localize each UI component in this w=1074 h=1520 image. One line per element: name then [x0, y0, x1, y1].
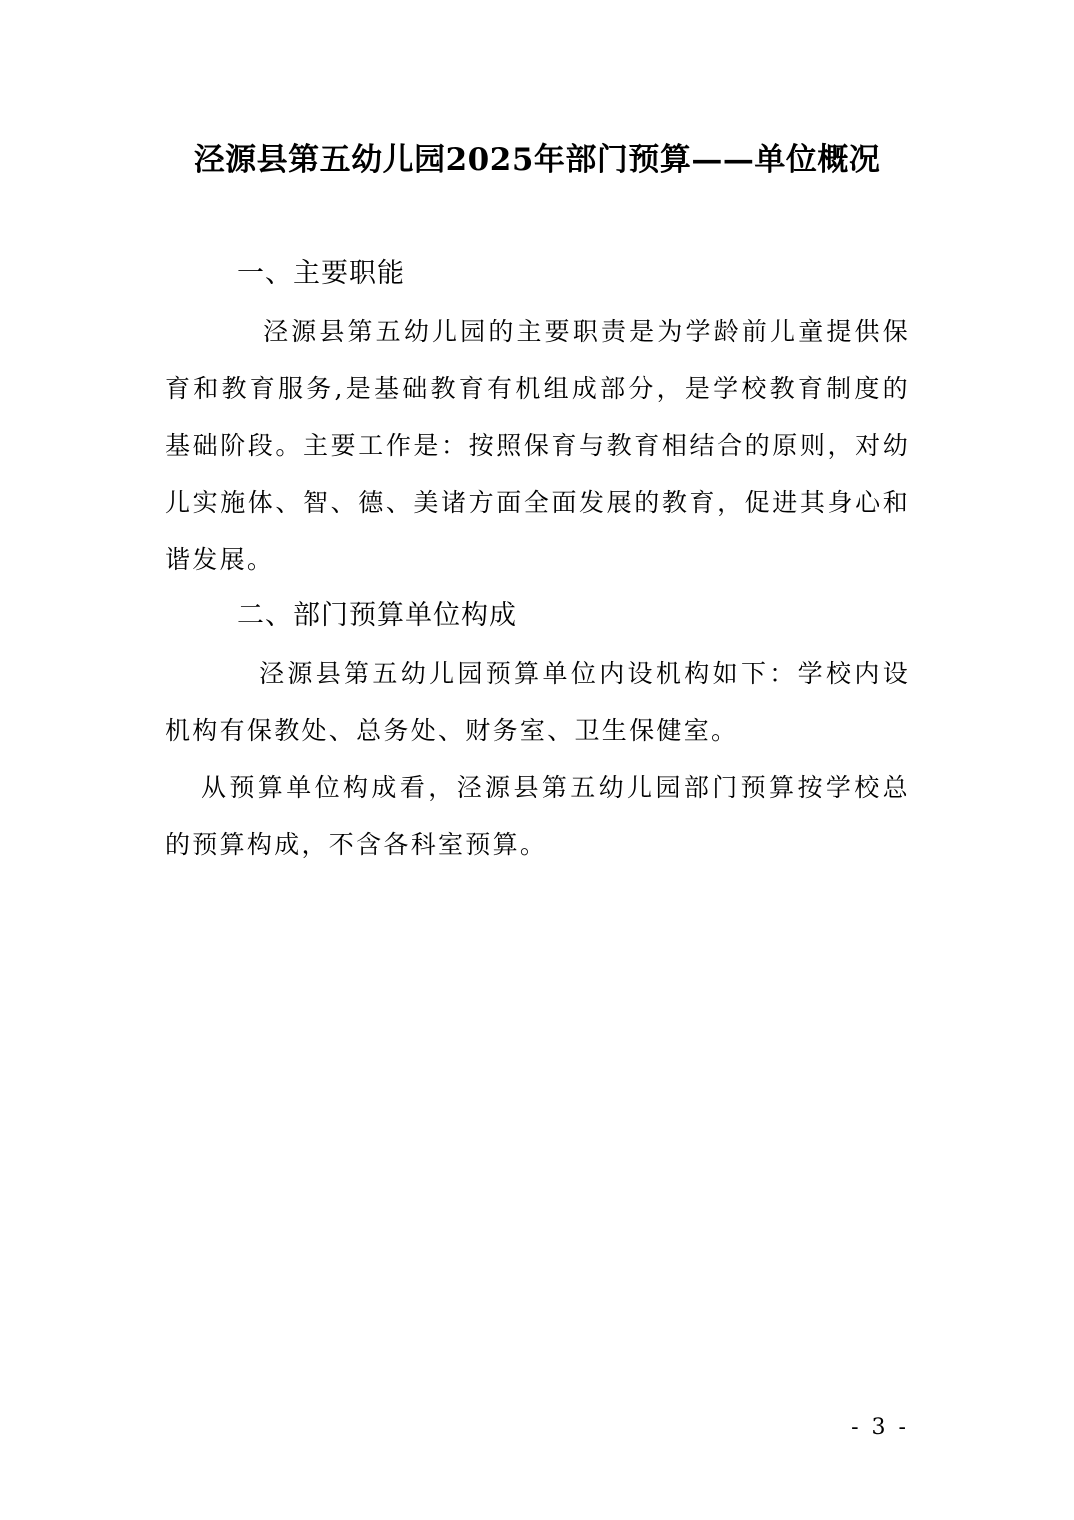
paragraph-internal-departments: 泾源县第五幼儿园预算单位内设机构如下：学校内设机构有保教处、总务处、财务室、卫生保健室。 [165, 659, 910, 745]
section-heading-main-functions: 一、主要职能 [237, 258, 405, 289]
section-budget-units [165, 594, 910, 873]
paragraph-main-functions: 泾源县第五幼儿园的主要职责是为学龄前儿童提供保育和教育服务,是基础教育有机组成部分，是学校教育制度的基础阶段。主要工作是：按照保育与教育相结合的原则，对幼儿实施体、智、德、美诸方面全面发展的教育，促进其身心和谐发展。 [165, 317, 910, 574]
section-heading-budget-units: 二、部门预算单位构成 [237, 600, 517, 631]
document-body [165, 252, 910, 873]
section-main-functions [165, 252, 910, 588]
document-title: 泾源县第五幼儿园2025年部门预算——单位概况 [193, 142, 881, 178]
paragraph-budget-composition: 从预算单位构成看，泾源县第五幼儿园部门预算按学校总的预算构成，不含各科室预算。 [165, 773, 910, 859]
page-number: - 3 - [851, 1415, 909, 1440]
